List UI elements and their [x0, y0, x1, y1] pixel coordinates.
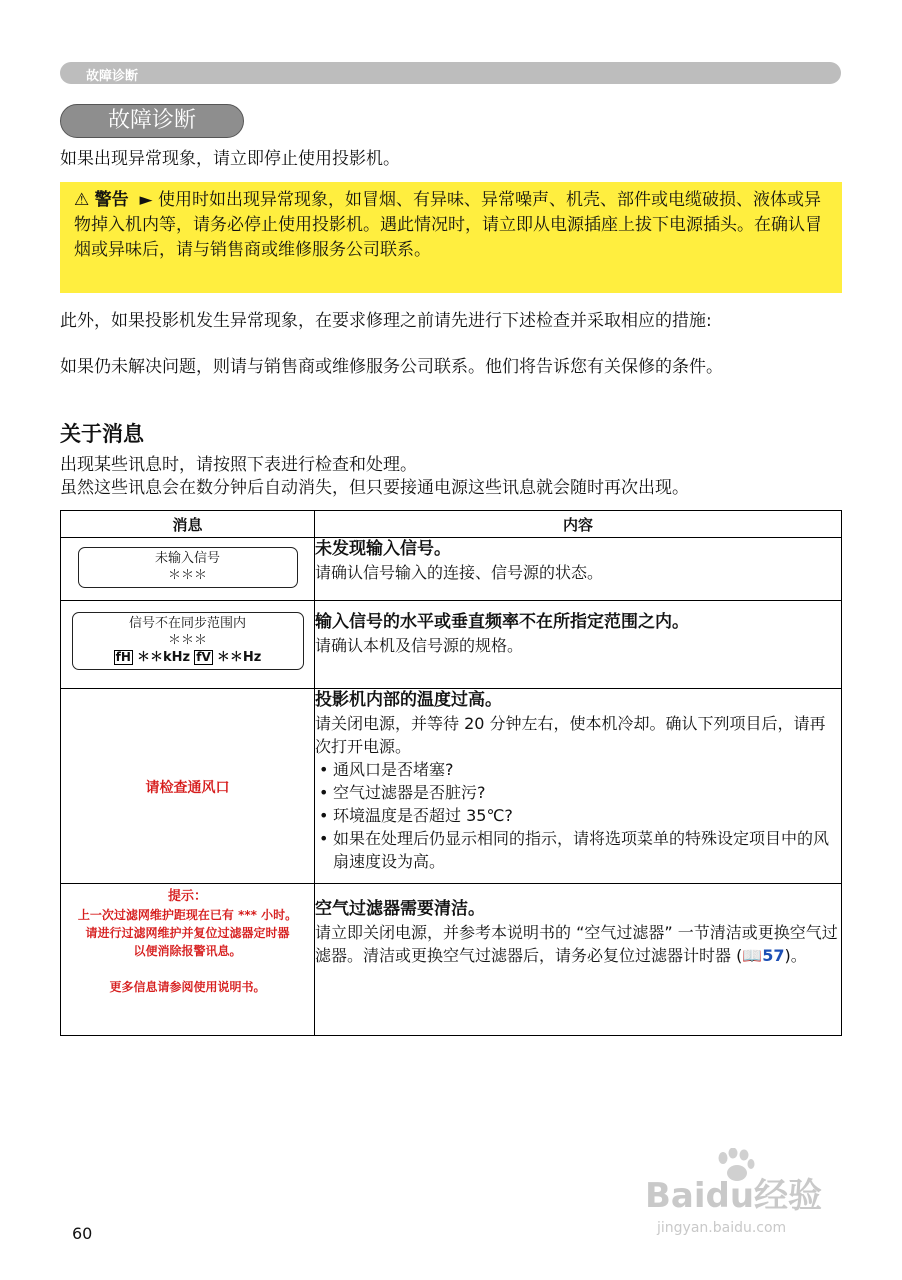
list-item: • 通风口是否堵塞?: [315, 758, 841, 781]
warning-box: [60, 182, 842, 293]
table-row: [61, 601, 842, 689]
warning-icon: ⚠: [74, 190, 90, 210]
column-header-message: 消息: [61, 511, 315, 538]
table-row: [61, 538, 842, 601]
row-text: 请确认本机及信号源的规格。: [315, 636, 524, 655]
row-title: 投影机内部的温度过高。: [315, 690, 502, 710]
checks-paragraph: 此外，如果投影机发生异常现象，在要求修理之前请先进行下述检查并采取相应的措施:: [60, 311, 712, 331]
about-messages-heading: 关于消息: [60, 422, 144, 446]
page-number: 60: [72, 1224, 93, 1243]
running-header-bar: [60, 62, 841, 84]
page-reference-link[interactable]: 57: [762, 946, 785, 965]
table-row: [61, 884, 842, 1036]
row-title: 输入信号的水平或垂直频率不在所指定范围之内。: [315, 612, 689, 632]
warning-label: 警告: [94, 190, 129, 210]
contact-paragraph: 如果仍未解决问题，则请与销售商或维修服务公司联系。他们将告诉您有关保修的条件。: [60, 357, 723, 377]
onscreen-message-box: 信号不在同步范围内 ＊＊＊ fH ＊＊kHz fV ＊＊Hz: [72, 612, 304, 670]
check-list: [315, 758, 841, 873]
warning-text: 使用时如出现异常现象，如冒烟、有异味、异常噪声、机壳、部件或电缆破损、液体或异物掉入机内等，请务必停止使用投影机。遇此情况时，请立即从电源插座上拔下电源插头。在确认冒烟或异味后，请与销售商或维修服务公司联系。: [74, 190, 822, 260]
intro-text: 如果出现异常现象，请立即停止使用投影机。: [60, 149, 400, 169]
onscreen-message-box: 未输入信号 ＊＊＊: [78, 547, 298, 588]
messages-table: [60, 510, 842, 1036]
table-row: [61, 689, 842, 884]
book-icon: 📖: [742, 946, 763, 965]
running-header-title: 故障诊断: [86, 69, 139, 84]
row-title: 空气过滤器需要清洁。: [315, 899, 485, 919]
vent-check-message: 请检查通风口: [145, 780, 230, 796]
row-text: 请立即关闭电源，并参考本说明书的 “空气过滤器” 一节清洁或更换空气过滤器。清洁或更换空气过滤器后，请务必复位过滤器计时器 (📖57)。: [315, 923, 838, 965]
arrow-right-icon: ►: [134, 190, 158, 210]
fv-tag: fV: [196, 650, 211, 664]
list-item: • 空气过滤器是否脏污?: [315, 781, 841, 804]
list-item: • 如果在处理后仍显示相同的指示，请将选项菜单的特殊设定项目中的风扇速度设为高。: [315, 827, 841, 873]
fh-tag: fH: [115, 650, 131, 664]
section-title: 故障诊断: [60, 104, 244, 138]
watermark-logo: Baidu经验: [645, 1176, 823, 1216]
watermark-url: jingyan.baidu.com: [657, 1220, 787, 1236]
about-line-1: 出现某些讯息时，请按照下表进行检查和处理。: [60, 455, 417, 475]
column-header-content: 内容: [315, 511, 842, 538]
watermark: [645, 1148, 845, 1253]
about-line-2: 虽然这些讯息会在数分钟后自动消失，但只要接通电源这些讯息就会随时再次出现。: [60, 478, 689, 498]
filter-reminder-message: 提示： 上一次过滤网维护距现在已有 *** 小时。 请进行过滤网维护并复位过滤器定时器 以便消除报警讯息。 更多信息请参阅使用说明书。: [77, 889, 298, 994]
row-title: 未发现输入信号。: [315, 539, 451, 559]
row-text: 请关闭电源，并等待 20 分钟左右，使本机冷却。确认下列项目后，请再次打开电源。: [315, 714, 826, 756]
row-text: 请确认信号输入的连接、信号源的状态。: [315, 563, 604, 582]
list-item: • 环境温度是否超过 35℃?: [315, 804, 841, 827]
